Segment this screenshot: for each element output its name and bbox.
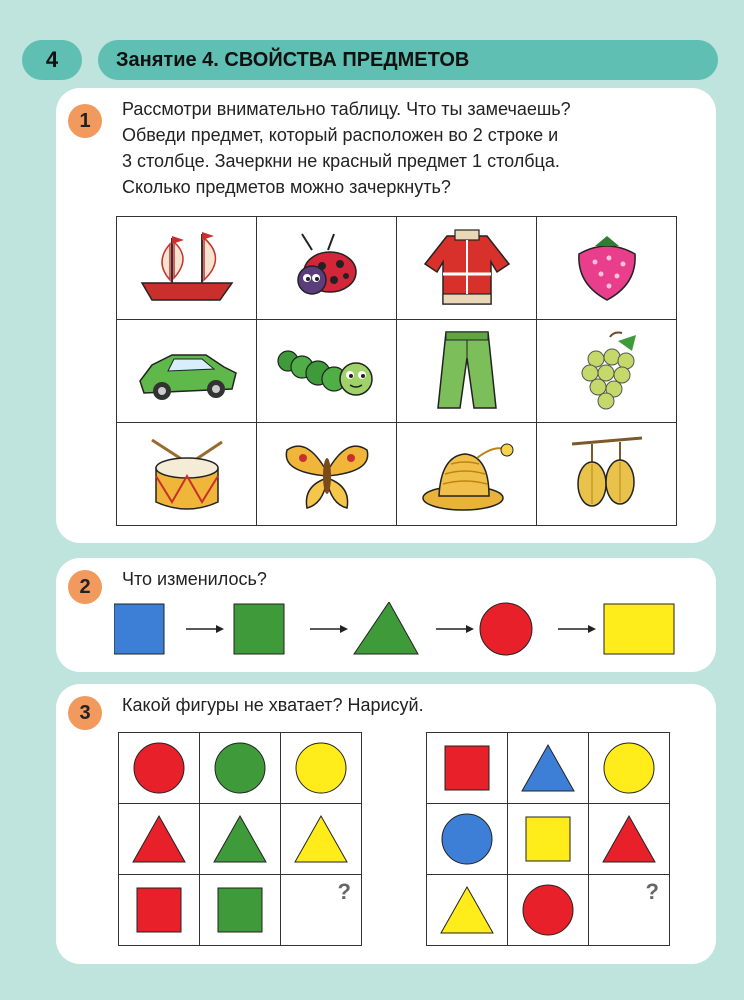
cell-r2-c2[interactable] (257, 320, 397, 423)
task2-text: Что изменилось? (122, 569, 267, 589)
question-mark-icon: ? (645, 879, 659, 904)
grapes-icon (562, 329, 652, 413)
b-cell-r3-c1[interactable] (427, 875, 508, 946)
task1-line-3: 3 столбце. Зачеркни не красный предмет 1 столбца. (122, 151, 560, 171)
cell-r3-c1[interactable] (117, 423, 257, 526)
seq-green-square (234, 604, 284, 654)
red-triangle (603, 816, 655, 862)
task3-panel (56, 684, 716, 964)
a-cell-r3-c2[interactable] (200, 875, 281, 946)
task1-panel (56, 88, 716, 543)
b-cell-r1-c1[interactable] (427, 733, 508, 804)
a-cell-r1-c2[interactable] (200, 733, 281, 804)
cell-r1-c2[interactable] (257, 217, 397, 320)
yellow-triangle (295, 816, 347, 862)
red-square (137, 888, 181, 932)
arrow-right-icon (436, 625, 474, 633)
b-cell-r2-c2[interactable] (508, 804, 589, 875)
green-circle (215, 743, 265, 793)
seq-red-circle (480, 603, 532, 655)
task2-number: 2 (68, 570, 102, 604)
picture-table (116, 216, 677, 526)
task1-number: 1 (68, 104, 102, 138)
green-square (218, 888, 262, 932)
arrow-right-icon (186, 625, 224, 633)
a-cell-r3-c1[interactable] (119, 875, 200, 946)
task1-line-1: Рассмотри внимательно таблицу. Что ты замечаешь? (122, 99, 571, 119)
a-cell-r2-c3[interactable] (281, 804, 362, 875)
yellow-circle (296, 743, 346, 793)
a-cell-r2-c2[interactable] (200, 804, 281, 875)
shape-grid-left (118, 732, 362, 946)
b-cell-r3-c2[interactable] (508, 875, 589, 946)
b-cell-r1-c3[interactable] (589, 733, 670, 804)
seq-green-triangle (354, 602, 418, 654)
pants-icon (422, 328, 512, 414)
hat-icon (417, 432, 517, 516)
cell-r2-c1[interactable] (117, 320, 257, 423)
seq-blue-square (114, 604, 164, 654)
a-cell-r3-c3-empty[interactable] (281, 875, 362, 946)
strawberry-icon (567, 228, 647, 308)
car-icon (132, 331, 242, 411)
gooseberry-icon (562, 432, 652, 516)
sweater-icon (417, 226, 517, 310)
blue-circle (442, 814, 492, 864)
a-cell-r2-c1[interactable] (119, 804, 200, 875)
a-cell-r1-c3[interactable] (281, 733, 362, 804)
task3-text: Какой фигуры не хватает? Нарисуй. (122, 695, 424, 715)
red-triangle (133, 816, 185, 862)
task3-number: 3 (68, 696, 102, 730)
cell-r3-c4[interactable] (537, 423, 677, 526)
red-square (445, 746, 489, 790)
seq-yellow-rectangle (604, 604, 674, 654)
yellow-square (526, 817, 570, 861)
task1-line-4: Сколько предметов можно зачеркнуть? (122, 177, 451, 197)
cell-r1-c3[interactable] (397, 217, 537, 320)
ship-icon (132, 228, 242, 308)
lesson-title-text: Занятие 4. СВОЙСТВА ПРЕДМЕТОВ (116, 48, 470, 71)
ladybug-icon (282, 228, 372, 308)
b-cell-r2-c1[interactable] (427, 804, 508, 875)
caterpillar-icon (272, 331, 382, 411)
shape-sequence (114, 602, 704, 658)
task2-panel (56, 558, 716, 672)
butterfly-icon (277, 432, 377, 516)
page-number: 4 (22, 40, 82, 80)
red-circle (134, 743, 184, 793)
question-mark-icon: ? (337, 879, 351, 904)
lesson-title (98, 40, 718, 80)
arrow-right-icon (558, 625, 596, 633)
b-cell-r3-c3-empty[interactable] (589, 875, 670, 946)
yellow-circle (604, 743, 654, 793)
cell-r1-c4[interactable] (537, 217, 677, 320)
green-triangle (214, 816, 266, 862)
cell-r1-c1[interactable] (117, 217, 257, 320)
task1-text (122, 96, 702, 200)
b-cell-r2-c3[interactable] (589, 804, 670, 875)
red-circle (523, 885, 573, 935)
drum-icon (142, 432, 232, 516)
shape-grid-right (426, 732, 670, 946)
b-cell-r1-c2[interactable] (508, 733, 589, 804)
task1-line-2: Обведи предмет, который расположен во 2 строке и (122, 125, 559, 145)
cell-r3-c3[interactable] (397, 423, 537, 526)
a-cell-r1-c1[interactable] (119, 733, 200, 804)
cell-r2-c4[interactable] (537, 320, 677, 423)
cell-r2-c3[interactable] (397, 320, 537, 423)
blue-triangle (522, 745, 574, 791)
yellow-triangle (441, 887, 493, 933)
cell-r3-c2[interactable] (257, 423, 397, 526)
arrow-right-icon (310, 625, 348, 633)
